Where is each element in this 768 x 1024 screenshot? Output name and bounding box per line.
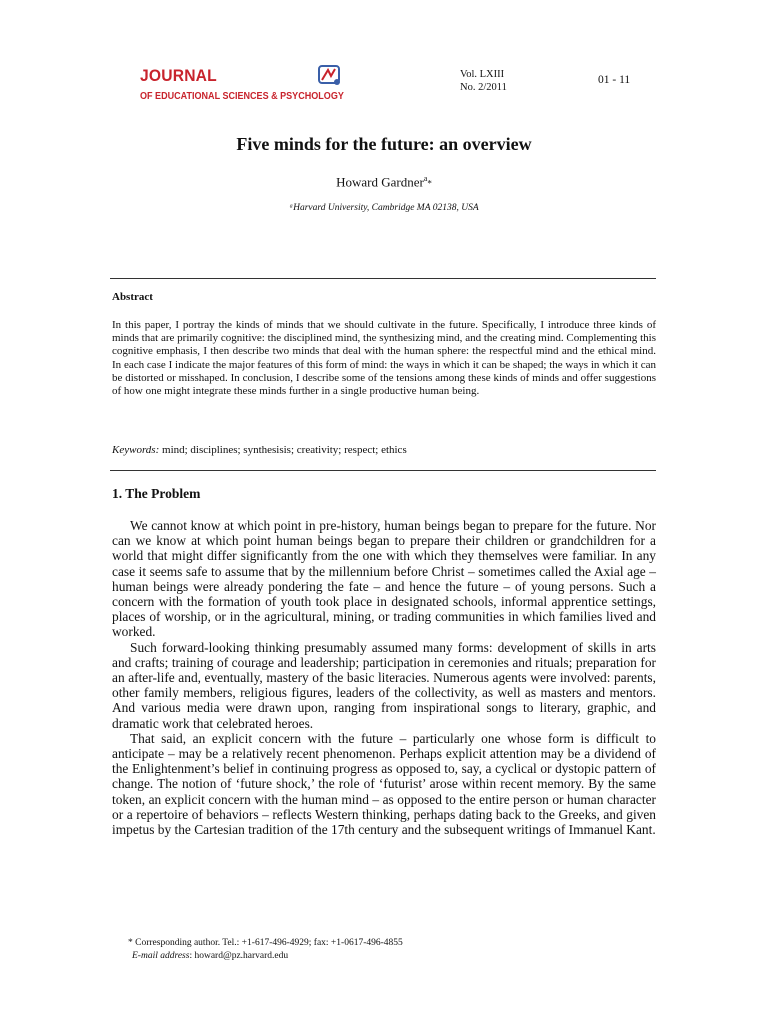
keywords [112, 444, 407, 456]
section-body [112, 518, 656, 837]
author-line [0, 174, 768, 190]
divider [110, 278, 656, 279]
page-range: 01 - 11 [598, 74, 631, 86]
author-affil-mark: a [423, 174, 428, 183]
journal-logo-icon [316, 62, 344, 88]
author-star: * [427, 178, 432, 189]
volume-info [460, 68, 507, 94]
divider [110, 470, 656, 471]
paragraph: We cannot know at which point in pre-history, human beings began to prepare for the future. Nor can we know at which point human beings began to prepare their children or grandchildren for a world that might differ significantly from the one with which they themselves were familiar. In any case it seems safe to assume that by the millennium before Christ – sometimes called the Axial age – human beings were already pondering the fate – and hence the future – of young persons. Such a concern with the formation of youth took place in designated schools, informal apprentice settings, places of worship, or in the agricultural, mining, or trading communities in which families lived and worked. [112, 518, 656, 640]
abstract-text: In this paper, I portray the kinds of minds that we should cultivate in the future. Specifically, I introduce three kinds of minds that are primarily cognitive: the disciplined mind, the synthesizing mind, and the creating mind. Complementing this cognitive emphasis, I then describe two minds that deal with the human sphere: the respectful mind and the ethical mind. In each case I indicate the major features of this form of mind: the ways in which it can be shaped; the ways in which it can be distorted or misshaped. In conclusion, I describe some of the tensions among these kinds of minds and offer suggestions of how one might integrate these minds further in a single productive human being. [112, 319, 656, 398]
footnote [128, 937, 403, 962]
email-label: E-mail address [132, 950, 190, 961]
journal-logo [140, 58, 375, 110]
email-address: : howard@pz.harvard.edu [189, 950, 289, 961]
paragraph: Such forward-looking thinking presumably assumed many forms: development of skills in arts and crafts; training of courage and leadership; participation in ceremonies and rituals; preparation for an after-life and, eventually, mastery of the basic literacies. Numerous agents were involved: parents, other family members, religious figures, leaders of the collectivity, as well as masters and mentors. And various media were drawn upon, ranging from inspirational songs to literary, graphic, and dramatic work that celebrated heroes. [112, 639, 656, 731]
section-heading: 1. The Problem [112, 486, 201, 501]
affiliation: ᵃHarvard University, Cambridge MA 02138, USA [289, 203, 479, 213]
paragraph: That said, an explicit concern with the future – particularly one whose form is difficult to anticipate – may be a relatively recent phenomenon. Perhaps explicit attention may be a dividend of the Enlightenment’s belief in continuing progress as opposed to, say, a cyclical or dystopic pattern of change. The notion of ‘future shock,’ the role of ‘futurist’ arose within recent memory. By the same token, an explicit concern with the human mind – as opposed to the entire person or human character or a repertoire of behaviors – reflects Western thinking, perhaps dating back to the Greeks, and given impetus by the Cartesian tradition of the 17th century and the subsequent writings of Immanuel Kant. [112, 730, 656, 838]
journal-subtitle: OF EDUCATIONAL SCIENCES & PSYCHOLOGY [140, 90, 344, 102]
article-title: Five minds for the future: an overview [236, 134, 532, 154]
email-line [128, 950, 403, 963]
issue-number: No. 2/2011 [460, 82, 507, 93]
keywords-list: mind; disciplines; synthesisis; creativity; respect; ethics [159, 444, 407, 456]
corresponding-author: * Corresponding author. Tel.: +1-617-496-4929; fax: +1-0617-496-4855 [128, 938, 403, 948]
author-name: Howard Gardner [336, 174, 424, 190]
journal-title: JOURNAL [140, 66, 217, 85]
keywords-label: Keywords: [112, 444, 160, 456]
volume: Vol. LXIII [460, 69, 505, 80]
abstract-heading: Abstract [112, 291, 153, 303]
